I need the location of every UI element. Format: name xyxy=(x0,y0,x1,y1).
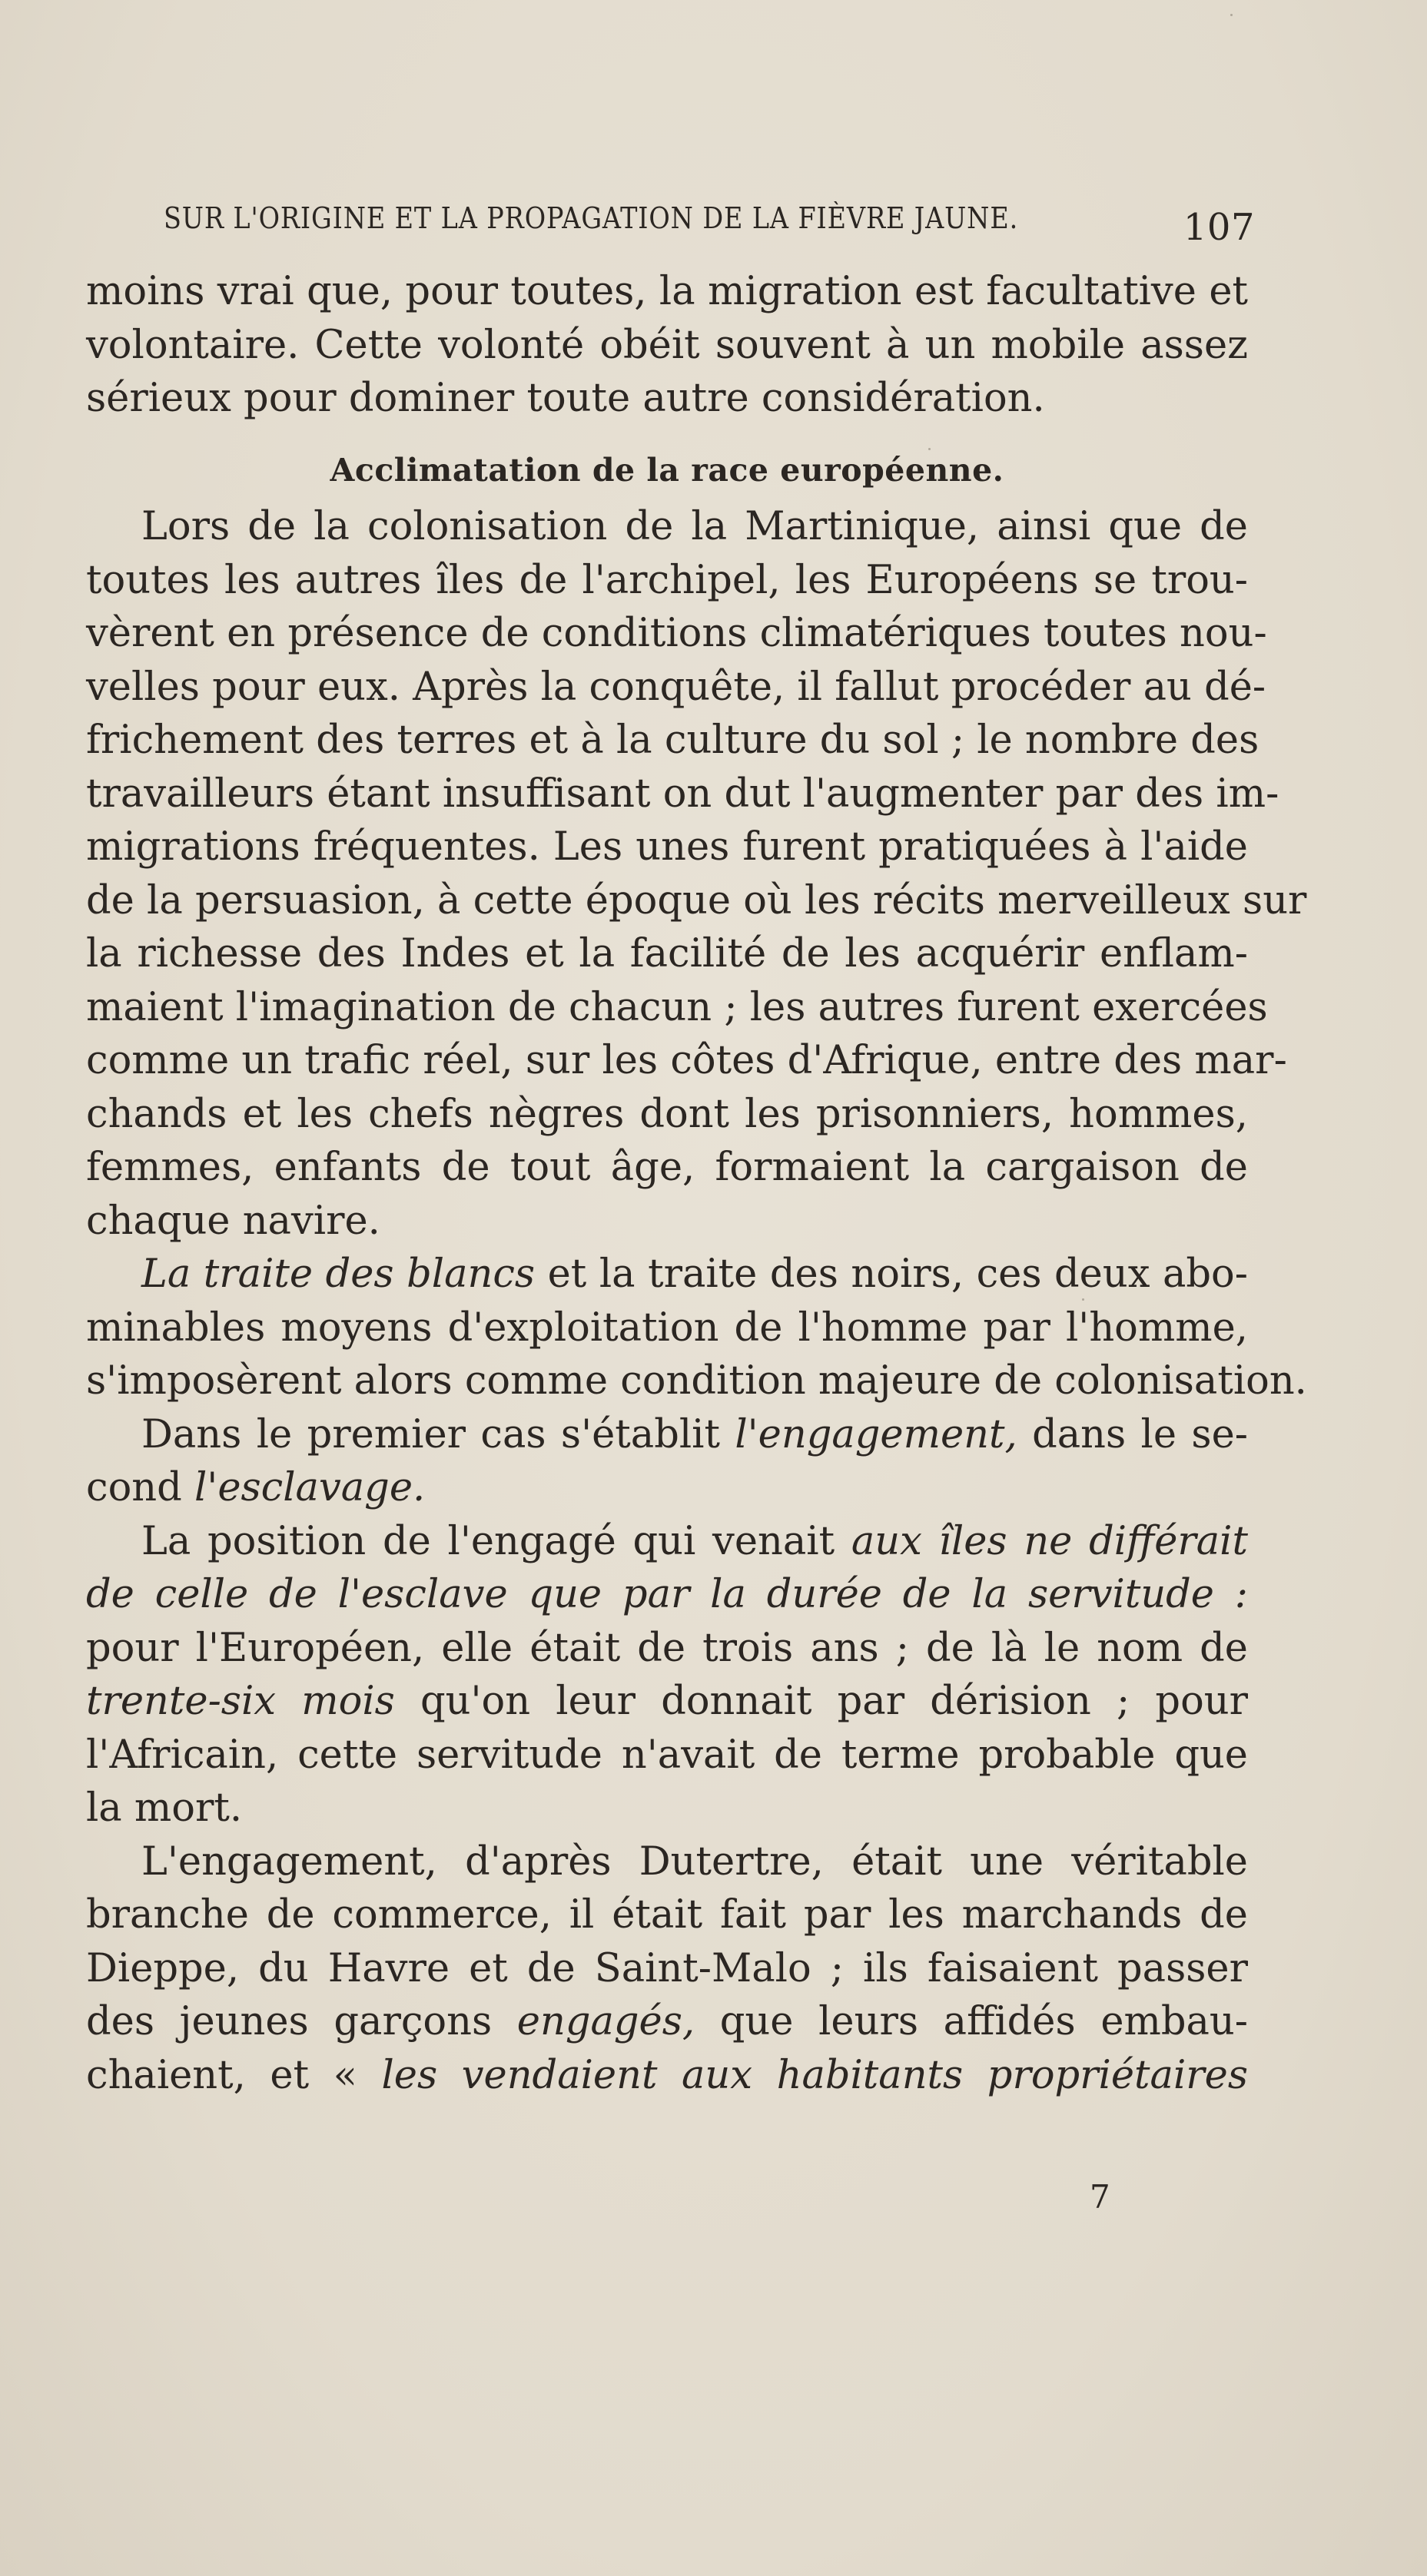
text-line: migrations fréquentes. Les unes furent pratiquées à l'aide xyxy=(86,824,1248,870)
text-line: de la persuasion, à cette époque où les récits merveilleux sur xyxy=(86,877,1307,923)
text-line: chands et les chefs nègres dont les prisonniers, hommes, xyxy=(86,1091,1248,1137)
text-line: travailleurs étant insuffisant on dut l'augmenter par des im- xyxy=(86,771,1279,817)
text-line: la mort. xyxy=(86,1785,243,1831)
italic-phrase: l'esclavage. xyxy=(194,1465,426,1510)
text-line xyxy=(86,1515,1248,1569)
text-line: l'Africain, cette servitude n'avait de terme probable que xyxy=(86,1732,1248,1778)
text-line: minables moyens d'exploitation de l'homme par l'homme, xyxy=(86,1305,1248,1351)
text-line: moins vrai que, pour toutes, la migration est facultative et xyxy=(86,269,1248,314)
text-line: vèrent en présence de conditions climatériques toutes nou- xyxy=(86,611,1267,656)
text-line: chaque navire. xyxy=(86,1198,380,1244)
text-line xyxy=(86,1461,1248,1515)
paper-speck xyxy=(928,448,931,450)
text-line xyxy=(86,1675,1248,1729)
text-fragment: et la traite des noirs, ces deux abo- xyxy=(535,1252,1248,1297)
italic-phrase: aux îles ne différait xyxy=(851,1518,1248,1564)
paper-speck xyxy=(1082,1298,1084,1301)
italic-phrase: La traite des blancs xyxy=(141,1252,536,1297)
text-fragment: que leurs affidés embau- xyxy=(695,1999,1248,2044)
text-line: Lors de la colonisation de la Martinique, ainsi que de xyxy=(141,504,1248,549)
italic-phrase: l'engagement, xyxy=(735,1411,1017,1457)
text-line: toutes les autres îles de l'archipel, les Européens se trou- xyxy=(86,557,1248,603)
text-fragment: des jeunes garçons xyxy=(86,1999,517,2044)
text-line: velles pour eux. Après la conquête, il fallut procéder au dé- xyxy=(86,664,1266,710)
running-title: SUR L'ORIGINE ET LA PROPAGATION DE LA FIÈVRE JAUNE. xyxy=(164,201,1019,235)
text-line: sérieux pour dominer toute autre considération. xyxy=(86,376,1045,421)
text-line: femmes, enfants de tout âge, formaient la cargaison de xyxy=(86,1145,1248,1190)
text-line xyxy=(86,1995,1248,2049)
text-line: maient l'imagination de chacun ; les autres furent exercées xyxy=(86,984,1268,1030)
text-line: L'engagement, d'après Dutertre, était une véritable xyxy=(141,1838,1248,1885)
text-line: la richesse des Indes et la facilité de les acquérir enflam- xyxy=(86,931,1248,976)
text-fragment: dans le se- xyxy=(1017,1411,1248,1457)
text-line: s'imposèrent alors comme condition majeure de colonisation. xyxy=(86,1358,1307,1404)
page-number: 107 xyxy=(1183,206,1255,249)
page-header xyxy=(164,201,1255,247)
text-line: de celle de l'esclave que par la durée de la servitude : xyxy=(86,1572,1248,1617)
text-fragment: Dans le premier cas s'établit xyxy=(141,1411,735,1457)
text-fragment: cond xyxy=(86,1465,194,1510)
text-line: pour l'Européen, elle était de trois ans ; de là le nom de xyxy=(86,1625,1248,1671)
text-line: volontaire. Cette volonté obéit souvent à un mobile assez xyxy=(86,322,1248,368)
signature-mark: 7 xyxy=(1090,2178,1110,2216)
italic-phrase: trente-six mois xyxy=(86,1679,395,1724)
paper-speck xyxy=(1230,14,1233,16)
text-fragment: chaient, et « xyxy=(86,2052,382,2098)
italic-phrase: engagés, xyxy=(516,1999,695,2044)
section-heading: Acclimatation de la race européenne. xyxy=(330,451,1004,489)
italic-phrase: les vendaient aux habitants propriétaires xyxy=(381,2052,1248,2098)
text-line: Dieppe, du Havre et de Saint-Malo ; ils faisaient passer xyxy=(86,1945,1248,1991)
text-line xyxy=(86,1408,1248,1462)
text-fragment: qu'on leur donnait par dérision ; pour xyxy=(394,1679,1248,1724)
body-text xyxy=(86,265,1307,2102)
text-line xyxy=(86,2049,1248,2103)
text-line: branche de commerce, il était fait par les marchands de xyxy=(86,1892,1248,1938)
text-line: frichement des terres et à la culture du sol ; le nombre des xyxy=(86,718,1259,763)
text-fragment: La position de l'engagé qui venait xyxy=(141,1518,851,1564)
text-line: comme un trafic réel, sur les côtes d'Afrique, entre des mar- xyxy=(86,1038,1287,1083)
text-line xyxy=(86,1248,1248,1301)
